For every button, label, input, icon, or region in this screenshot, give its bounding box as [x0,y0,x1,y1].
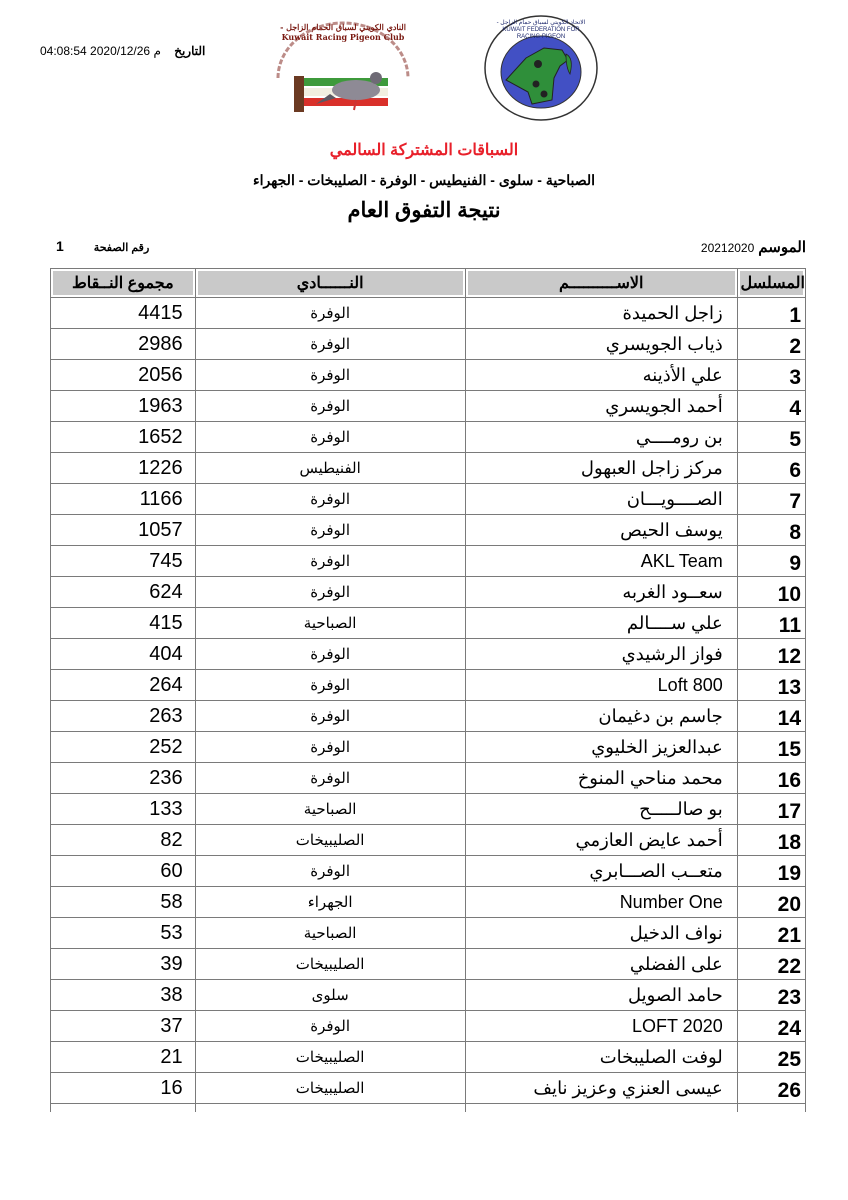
row-points: 82 [51,825,196,856]
row-club: الوفرة [195,546,465,577]
row-serial: 25 [737,1042,805,1073]
federation-logo-text: الاتحاد الكويتي لسباق حمام الزاجل - KUWAIT FEDERATION FOR RACING PIGEON [496,20,586,40]
row-serial: 26 [737,1073,805,1104]
row-serial: 17 [737,794,805,825]
row-name: Number One [465,887,737,918]
row-club: الوفرة [195,422,465,453]
column-header-serial: المسلسل [737,269,805,298]
table-row [51,546,806,577]
row-club: الوفرة [195,515,465,546]
row-club: الوفرة [195,763,465,794]
table-row [51,763,806,794]
results-table [50,268,806,1112]
row-points: 415 [51,608,196,639]
row-name: عيسى العنزي وعزيز نايف [465,1073,737,1104]
row-name: عبدالعزيز الخليوي [465,732,737,763]
row-points: 1226 [51,453,196,484]
row-serial: 15 [737,732,805,763]
print-date [40,44,205,58]
row-points: 37 [51,1011,196,1042]
participating-clubs: الصباحية - سلوى - الفنيطيس - الوفرة - الصليبخات - الجهراء [252,172,596,188]
table-header-row [51,269,806,298]
row-serial: 23 [737,980,805,1011]
row-points: 236 [51,763,196,794]
table-row [51,391,806,422]
row-club: الوفرة [195,701,465,732]
row-club: الوفرة [195,1011,465,1042]
date-label: التاريخ [174,44,206,58]
empty-cell [737,1104,805,1113]
row-club: الوفرة [195,577,465,608]
row-serial: 7 [737,484,805,515]
table-row [51,1011,806,1042]
row-points: 58 [51,887,196,918]
table-row [51,484,806,515]
row-serial: 20 [737,887,805,918]
table-row [51,856,806,887]
row-name: سعــود الغربه [465,577,737,608]
row-club: الوفرة [195,639,465,670]
row-club: الصباحية [195,608,465,639]
federation-logo [482,14,600,122]
row-name: AKL Team [465,546,737,577]
table-row [51,422,806,453]
row-serial: 14 [737,701,805,732]
row-club: سلوى [195,980,465,1011]
row-club: الجهراء [195,887,465,918]
row-name: أحمد عايض العازمي [465,825,737,856]
table-row [51,298,806,329]
row-name: على الفضلي [465,949,737,980]
row-name: مركز زاجل العبهول [465,453,737,484]
empty-cell [195,1104,465,1113]
table-row [51,949,806,980]
row-serial: 6 [737,453,805,484]
table-row [51,577,806,608]
table-row [51,329,806,360]
table-row [51,732,806,763]
row-club: الفنيطيس [195,453,465,484]
row-club: الصباحية [195,918,465,949]
row-name: زاجل الحميدة [465,298,737,329]
row-club: الوفرة [195,298,465,329]
row-name: علي الأذينه [465,360,737,391]
race-subtitle: السباقات المشتركة السالمي [329,142,519,159]
row-name: فواز الرشيدي [465,639,737,670]
row-points: 404 [51,639,196,670]
page-number-info [56,238,149,254]
row-points: 1652 [51,422,196,453]
row-name: جاسم بن دغيمان [465,701,737,732]
row-points: 2056 [51,360,196,391]
row-points: 264 [51,670,196,701]
row-serial: 3 [737,360,805,391]
row-serial: 19 [737,856,805,887]
table-row [51,825,806,856]
row-name: نواف الدخيل [465,918,737,949]
row-club: الصليبيخات [195,1042,465,1073]
row-name: محمد مناحي المنوخ [465,763,737,794]
row-points: 133 [51,794,196,825]
row-serial: 4 [737,391,805,422]
row-serial: 21 [737,918,805,949]
empty-cell [51,1104,196,1113]
row-points: 53 [51,918,196,949]
page-title: نتيجة التفوق العام [347,199,501,222]
row-serial: 1 [737,298,805,329]
row-club: الوفرة [195,391,465,422]
season-info [701,238,806,256]
row-club: الصليبيخات [195,825,465,856]
row-name: يوسف الحيص [465,515,737,546]
row-club: الوفرة [195,484,465,515]
table-row [51,1042,806,1073]
row-serial: 22 [737,949,805,980]
page-number-label: رقم الصفحة [93,242,150,254]
row-name: حامد الصويل [465,980,737,1011]
row-points: 60 [51,856,196,887]
row-name: لوفت الصليبخات [465,1042,737,1073]
row-serial: 5 [737,422,805,453]
club-logo [258,8,428,120]
row-club: الصباحية [195,794,465,825]
table-row [51,887,806,918]
row-name: ذياب الجويسري [465,329,737,360]
row-points: 252 [51,732,196,763]
table-continuation-row [51,1104,806,1113]
row-points: 1166 [51,484,196,515]
row-serial: 13 [737,670,805,701]
row-club: الوفرة [195,856,465,887]
row-name: علي ســــالم [465,608,737,639]
row-points: 1057 [51,515,196,546]
row-serial: 8 [737,515,805,546]
table-row [51,639,806,670]
table-row [51,670,806,701]
table-row [51,918,806,949]
row-name: الصــــويـــان [465,484,737,515]
row-points: 624 [51,577,196,608]
row-points: 16 [51,1073,196,1104]
column-header-points: مجموع النــقاط [51,269,196,298]
row-name: Loft 800 [465,670,737,701]
table-row [51,980,806,1011]
row-name: بو صالـــــح [465,794,737,825]
row-points: 263 [51,701,196,732]
row-points: 745 [51,546,196,577]
table-row [51,515,806,546]
season-label: الموسم [758,239,806,256]
row-points: 4415 [51,298,196,329]
row-name: متعــب الصـــابري [465,856,737,887]
row-club: الوفرة [195,670,465,701]
table-row [51,453,806,484]
column-header-club: النــــــادي [195,269,465,298]
row-club: الوفرة [195,732,465,763]
row-name: بن رومــــي [465,422,737,453]
row-serial: 10 [737,577,805,608]
row-club: الصليبيخات [195,1073,465,1104]
row-name: LOFT 2020 [465,1011,737,1042]
row-points: 38 [51,980,196,1011]
table-row [51,1073,806,1104]
empty-cell [465,1104,737,1113]
row-club: الوفرة [195,329,465,360]
row-serial: 12 [737,639,805,670]
date-value: 04:08:54 2020/12/26 م [40,44,161,58]
row-serial: 24 [737,1011,805,1042]
row-serial: 16 [737,763,805,794]
table-row [51,608,806,639]
column-header-name: الاســــــــــم [465,269,737,298]
row-name: أحمد الجويسري [465,391,737,422]
row-serial: 18 [737,825,805,856]
row-serial: 2 [737,329,805,360]
season-value: 20212020 [700,241,755,255]
table-row [51,360,806,391]
row-club: الصليبيخات [195,949,465,980]
row-points: 1963 [51,391,196,422]
table-row [51,794,806,825]
row-serial: 9 [737,546,805,577]
row-points: 2986 [51,329,196,360]
club-logo-text: النادي الكويتي لسباق الحمام الزاجل - Kuwait Racing Pigeon Club [280,22,406,42]
row-serial: 11 [737,608,805,639]
page-number-value: 1 [56,238,64,254]
table-row [51,701,806,732]
row-points: 21 [51,1042,196,1073]
row-points: 39 [51,949,196,980]
row-club: الوفرة [195,360,465,391]
